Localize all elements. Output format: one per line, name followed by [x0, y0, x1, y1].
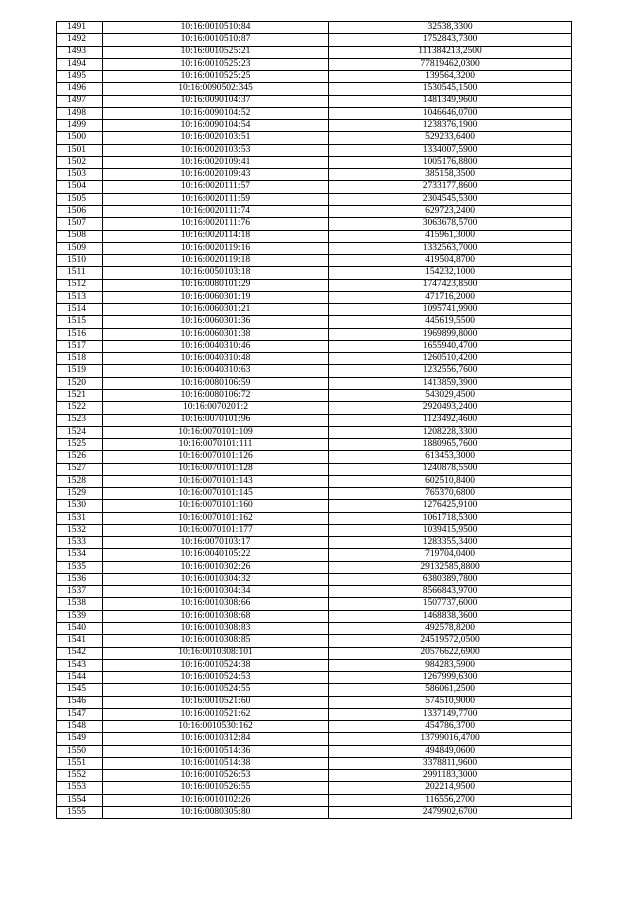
table-row: [57, 623, 572, 635]
table-row: [57, 107, 572, 119]
row-number-cell: 1503: [57, 169, 103, 181]
cadastral-number-cell: 10:16:0010521:62: [103, 708, 329, 720]
cadastral-number-cell: 10:16:0060301:38: [103, 328, 329, 340]
value-cell: 586061,2500: [329, 684, 572, 696]
cadastral-number-cell: 10:16:0010526:55: [103, 782, 329, 794]
cadastral-number-cell: 10:16:0070101:160: [103, 500, 329, 512]
value-cell: 1468838,3600: [329, 610, 572, 622]
row-number-cell: 1540: [57, 623, 103, 635]
row-number-cell: 1522: [57, 402, 103, 414]
value-cell: 1334007,5900: [329, 144, 572, 156]
value-cell: 2479902,6700: [329, 807, 572, 819]
value-cell: 1283355,3400: [329, 537, 572, 549]
row-number-cell: 1552: [57, 770, 103, 782]
table-row: [57, 659, 572, 671]
cadastral-number-cell: 10:16:0020109:43: [103, 169, 329, 181]
row-number-cell: 1493: [57, 46, 103, 58]
cadastral-number-cell: 10:16:0010102:26: [103, 794, 329, 806]
row-number-cell: 1494: [57, 58, 103, 70]
value-cell: 1332563,7000: [329, 242, 572, 254]
table-row: [57, 561, 572, 573]
row-number-cell: 1537: [57, 586, 103, 598]
value-cell: 116556,2700: [329, 794, 572, 806]
row-number-cell: 1502: [57, 156, 103, 168]
table-row: [57, 377, 572, 389]
row-number-cell: 1524: [57, 426, 103, 438]
value-cell: 1238376,1900: [329, 120, 572, 132]
row-number-cell: 1495: [57, 71, 103, 83]
table-row: [57, 475, 572, 487]
row-number-cell: 1523: [57, 414, 103, 426]
value-cell: 24519572,0500: [329, 635, 572, 647]
table-row: [57, 328, 572, 340]
cadastral-number-cell: 10:16:0070101:96: [103, 414, 329, 426]
table-row: [57, 512, 572, 524]
cadastral-number-cell: 10:16:0010302:26: [103, 561, 329, 573]
row-number-cell: 1509: [57, 242, 103, 254]
table-row: [57, 71, 572, 83]
value-cell: 20576622,6900: [329, 647, 572, 659]
row-number-cell: 1526: [57, 451, 103, 463]
value-cell: 1208228,3300: [329, 426, 572, 438]
table-body: [57, 22, 572, 819]
cadastral-number-cell: 10:16:0070101:145: [103, 488, 329, 500]
table-row: [57, 205, 572, 217]
value-cell: 1095741,9900: [329, 304, 572, 316]
cadastral-number-cell: 10:16:0040310:46: [103, 340, 329, 352]
row-number-cell: 1511: [57, 267, 103, 279]
table-row: [57, 635, 572, 647]
table-row: [57, 488, 572, 500]
cadastral-number-cell: 10:16:0010308:68: [103, 610, 329, 622]
cadastral-number-cell: 10:16:0010308:101: [103, 647, 329, 659]
cadastral-number-cell: 10:16:0020111:76: [103, 218, 329, 230]
cadastral-number-cell: 10:16:0070101:128: [103, 463, 329, 475]
row-number-cell: 1507: [57, 218, 103, 230]
cadastral-number-cell: 10:16:0070101:162: [103, 512, 329, 524]
cadastral-number-cell: 10:16:0060301:21: [103, 304, 329, 316]
cadastral-number-cell: 10:16:0010304:32: [103, 573, 329, 585]
table-row: [57, 267, 572, 279]
value-cell: 77819462,0300: [329, 58, 572, 70]
table-row: [57, 439, 572, 451]
row-number-cell: 1555: [57, 807, 103, 819]
row-number-cell: 1548: [57, 721, 103, 733]
row-number-cell: 1547: [57, 708, 103, 720]
cadastral-number-cell: 10:16:0020114:18: [103, 230, 329, 242]
row-number-cell: 1497: [57, 95, 103, 107]
table-row: [57, 672, 572, 684]
value-cell: 1123492,4600: [329, 414, 572, 426]
value-cell: 494849,0600: [329, 745, 572, 757]
row-number-cell: 1525: [57, 439, 103, 451]
table-row: [57, 255, 572, 267]
table-row: [57, 156, 572, 168]
value-cell: 1260510,4200: [329, 353, 572, 365]
cadastral-number-cell: 10:16:0010308:66: [103, 598, 329, 610]
value-cell: 1530545,1500: [329, 83, 572, 95]
table-row: [57, 181, 572, 193]
cadastral-number-cell: 10:16:0070103:17: [103, 537, 329, 549]
table-row: [57, 708, 572, 720]
value-cell: 1481349,9600: [329, 95, 572, 107]
row-number-cell: 1554: [57, 794, 103, 806]
row-number-cell: 1527: [57, 463, 103, 475]
table-row: [57, 537, 572, 549]
table-row: [57, 721, 572, 733]
row-number-cell: 1542: [57, 647, 103, 659]
value-cell: 1880965,7600: [329, 439, 572, 451]
table-row: [57, 807, 572, 819]
cadastral-number-cell: 10:16:0040310:63: [103, 365, 329, 377]
row-number-cell: 1536: [57, 573, 103, 585]
cadastral-number-cell: 10:16:0010510:87: [103, 34, 329, 46]
table-row: [57, 22, 572, 34]
cadastral-number-cell: 10:16:0020111:74: [103, 205, 329, 217]
row-number-cell: 1516: [57, 328, 103, 340]
row-number-cell: 1499: [57, 120, 103, 132]
value-cell: 3378811,9600: [329, 757, 572, 769]
cadastral-number-cell: 10:16:0050103:18: [103, 267, 329, 279]
cadastral-number-cell: 10:16:0010510:84: [103, 22, 329, 34]
row-number-cell: 1530: [57, 500, 103, 512]
row-number-cell: 1500: [57, 132, 103, 144]
cadastral-number-cell: 10:16:0070101:111: [103, 439, 329, 451]
value-cell: 765370,6800: [329, 488, 572, 500]
cadastral-number-cell: 10:16:0010524:38: [103, 659, 329, 671]
table-row: [57, 340, 572, 352]
table-row: [57, 782, 572, 794]
row-number-cell: 1529: [57, 488, 103, 500]
table-row: [57, 46, 572, 58]
value-cell: 385158,3500: [329, 169, 572, 181]
value-cell: 529233,6400: [329, 132, 572, 144]
cadastral-number-cell: 10:16:0040310:48: [103, 353, 329, 365]
row-number-cell: 1533: [57, 537, 103, 549]
value-cell: 1232556,7600: [329, 365, 572, 377]
cadastral-number-cell: 10:16:0020111:59: [103, 193, 329, 205]
table-row: [57, 402, 572, 414]
table-row: [57, 770, 572, 782]
table-row: [57, 193, 572, 205]
table-row: [57, 95, 572, 107]
value-cell: 1507737,6000: [329, 598, 572, 610]
cadastral-number-cell: 10:16:0010524:55: [103, 684, 329, 696]
row-number-cell: 1553: [57, 782, 103, 794]
row-number-cell: 1545: [57, 684, 103, 696]
row-number-cell: 1515: [57, 316, 103, 328]
value-cell: 629723,2400: [329, 205, 572, 217]
row-number-cell: 1514: [57, 304, 103, 316]
value-cell: 602510,8400: [329, 475, 572, 487]
value-cell: 613453,3000: [329, 451, 572, 463]
table-row: [57, 120, 572, 132]
cadastral-number-cell: 10:16:0010304:34: [103, 586, 329, 598]
row-number-cell: 1549: [57, 733, 103, 745]
cadastral-number-cell: 10:16:0010525:21: [103, 46, 329, 58]
row-number-cell: 1512: [57, 279, 103, 291]
table-row: [57, 230, 572, 242]
table-row: [57, 610, 572, 622]
cadastral-number-cell: 10:16:0010530:162: [103, 721, 329, 733]
cadastral-number-cell: 10:16:0070101:109: [103, 426, 329, 438]
cadastral-number-cell: 10:16:0010521:60: [103, 696, 329, 708]
table-row: [57, 218, 572, 230]
cadastral-number-cell: 10:16:0020109:41: [103, 156, 329, 168]
row-number-cell: 1496: [57, 83, 103, 95]
table-row: [57, 757, 572, 769]
value-cell: 6380389,7800: [329, 573, 572, 585]
row-number-cell: 1513: [57, 291, 103, 303]
row-number-cell: 1504: [57, 181, 103, 193]
row-number-cell: 1501: [57, 144, 103, 156]
value-cell: 445619,5500: [329, 316, 572, 328]
row-number-cell: 1544: [57, 672, 103, 684]
value-cell: 1267999,6300: [329, 672, 572, 684]
value-cell: 1337149,7700: [329, 708, 572, 720]
table-row: [57, 291, 572, 303]
table-row: [57, 647, 572, 659]
cadastral-number-cell: 10:16:0010514:36: [103, 745, 329, 757]
table-row: [57, 169, 572, 181]
value-cell: 415961,3000: [329, 230, 572, 242]
cadastral-number-cell: 10:16:0010524:53: [103, 672, 329, 684]
cadastral-number-cell: 10:16:0090502:345: [103, 83, 329, 95]
value-cell: 1039415,9500: [329, 524, 572, 536]
table-row: [57, 144, 572, 156]
row-number-cell: 1519: [57, 365, 103, 377]
value-cell: 1655940,4700: [329, 340, 572, 352]
value-cell: 13799016,4700: [329, 733, 572, 745]
cadastral-value-table: [56, 21, 572, 819]
value-cell: 202214,9500: [329, 782, 572, 794]
row-number-cell: 1534: [57, 549, 103, 561]
row-number-cell: 1543: [57, 659, 103, 671]
cadastral-number-cell: 10:16:0090104:54: [103, 120, 329, 132]
cadastral-number-cell: 10:16:0040105:22: [103, 549, 329, 561]
value-cell: 154232,1000: [329, 267, 572, 279]
row-number-cell: 1541: [57, 635, 103, 647]
table-row: [57, 304, 572, 316]
value-cell: 1005176,8800: [329, 156, 572, 168]
table-row: [57, 745, 572, 757]
value-cell: 111384213,2500: [329, 46, 572, 58]
row-number-cell: 1520: [57, 377, 103, 389]
table-row: [57, 242, 572, 254]
value-cell: 419504,8700: [329, 255, 572, 267]
table-row: [57, 365, 572, 377]
row-number-cell: 1538: [57, 598, 103, 610]
table-row: [57, 279, 572, 291]
value-cell: 543029,4500: [329, 389, 572, 401]
table-row: [57, 549, 572, 561]
value-cell: 3063678,5700: [329, 218, 572, 230]
value-cell: 1747423,8500: [329, 279, 572, 291]
value-cell: 454786,3700: [329, 721, 572, 733]
cadastral-number-cell: 10:16:0010308:85: [103, 635, 329, 647]
table-row: [57, 316, 572, 328]
value-cell: 574510,9000: [329, 696, 572, 708]
value-cell: 984283,5900: [329, 659, 572, 671]
row-number-cell: 1492: [57, 34, 103, 46]
cadastral-number-cell: 10:16:0090104:52: [103, 107, 329, 119]
row-number-cell: 1505: [57, 193, 103, 205]
row-number-cell: 1517: [57, 340, 103, 352]
table-row: [57, 696, 572, 708]
row-number-cell: 1528: [57, 475, 103, 487]
row-number-cell: 1546: [57, 696, 103, 708]
value-cell: 29132585,8800: [329, 561, 572, 573]
value-cell: 492578,8200: [329, 623, 572, 635]
table-row: [57, 389, 572, 401]
table-row: [57, 353, 572, 365]
cadastral-number-cell: 10:16:0010308:83: [103, 623, 329, 635]
table-row: [57, 132, 572, 144]
value-cell: 1046646,0700: [329, 107, 572, 119]
table-row: [57, 463, 572, 475]
table-row: [57, 83, 572, 95]
table-row: [57, 524, 572, 536]
table-row: [57, 684, 572, 696]
cadastral-number-cell: 10:16:0020111:57: [103, 181, 329, 193]
cadastral-number-cell: 10:16:0080106:72: [103, 389, 329, 401]
value-cell: 1413859,3900: [329, 377, 572, 389]
cadastral-number-cell: 10:16:0010525:25: [103, 71, 329, 83]
row-number-cell: 1535: [57, 561, 103, 573]
row-number-cell: 1506: [57, 205, 103, 217]
value-cell: 1752843,7300: [329, 34, 572, 46]
row-number-cell: 1518: [57, 353, 103, 365]
value-cell: 1061718,5300: [329, 512, 572, 524]
cadastral-number-cell: 10:16:0010514:38: [103, 757, 329, 769]
value-cell: 471716,2000: [329, 291, 572, 303]
cadastral-number-cell: 10:16:0070101:126: [103, 451, 329, 463]
cadastral-number-cell: 10:16:0080305:80: [103, 807, 329, 819]
table-row: [57, 58, 572, 70]
row-number-cell: 1531: [57, 512, 103, 524]
cadastral-number-cell: 10:16:0020119:18: [103, 255, 329, 267]
table-row: [57, 598, 572, 610]
value-cell: 32538,3300: [329, 22, 572, 34]
cadastral-number-cell: 10:16:0020103:53: [103, 144, 329, 156]
row-number-cell: 1551: [57, 757, 103, 769]
value-cell: 2991183,3000: [329, 770, 572, 782]
value-cell: 8566843,9700: [329, 586, 572, 598]
cadastral-number-cell: 10:16:0020103:51: [103, 132, 329, 144]
value-cell: 139564,3200: [329, 71, 572, 83]
row-number-cell: 1491: [57, 22, 103, 34]
value-cell: 1969899,8000: [329, 328, 572, 340]
table-row: [57, 34, 572, 46]
table-row: [57, 573, 572, 585]
value-cell: 1276425,9100: [329, 500, 572, 512]
cadastral-number-cell: 10:16:0080101:29: [103, 279, 329, 291]
cadastral-number-cell: 10:16:0080106:59: [103, 377, 329, 389]
cadastral-number-cell: 10:16:0020119:16: [103, 242, 329, 254]
value-cell: 719704,0400: [329, 549, 572, 561]
row-number-cell: 1498: [57, 107, 103, 119]
row-number-cell: 1510: [57, 255, 103, 267]
value-cell: 1240878,5500: [329, 463, 572, 475]
cadastral-number-cell: 10:16:0010526:53: [103, 770, 329, 782]
cadastral-number-cell: 10:16:0070101:177: [103, 524, 329, 536]
cadastral-number-cell: 10:16:0090104:37: [103, 95, 329, 107]
value-cell: 2733177,8600: [329, 181, 572, 193]
cadastral-number-cell: 10:16:0010525:23: [103, 58, 329, 70]
table-row: [57, 426, 572, 438]
row-number-cell: 1532: [57, 524, 103, 536]
table-row: [57, 451, 572, 463]
table-row: [57, 733, 572, 745]
value-cell: 2920493,2400: [329, 402, 572, 414]
row-number-cell: 1521: [57, 389, 103, 401]
cadastral-number-cell: 10:16:0060301:36: [103, 316, 329, 328]
row-number-cell: 1508: [57, 230, 103, 242]
cadastral-number-cell: 10:16:0070101:143: [103, 475, 329, 487]
table-row: [57, 500, 572, 512]
table-row: [57, 794, 572, 806]
cadastral-number-cell: 10:16:0070201:2: [103, 402, 329, 414]
row-number-cell: 1550: [57, 745, 103, 757]
cadastral-number-cell: 10:16:0010312:84: [103, 733, 329, 745]
table-row: [57, 414, 572, 426]
value-cell: 2304545,5300: [329, 193, 572, 205]
table-row: [57, 586, 572, 598]
cadastral-number-cell: 10:16:0060301:19: [103, 291, 329, 303]
row-number-cell: 1539: [57, 610, 103, 622]
